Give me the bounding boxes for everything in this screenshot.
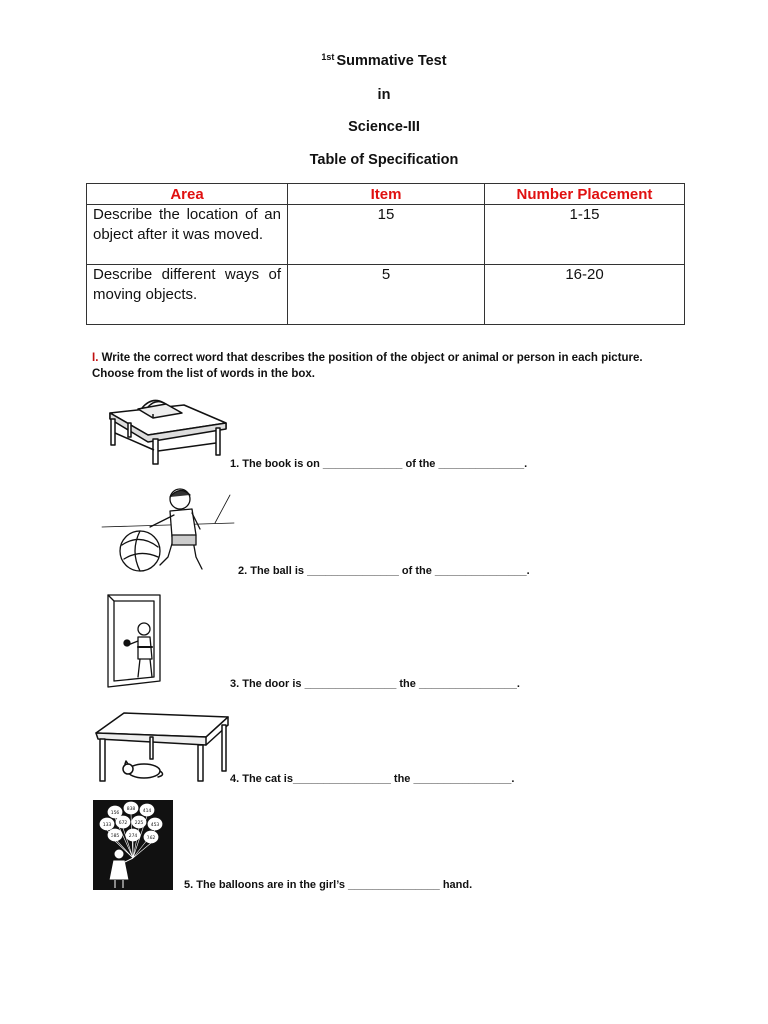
balloon-label: 156 [110, 811, 120, 816]
question-4: 4. The cat is________________ the ________________. [230, 773, 515, 785]
question-1: 1. The book is on _____________ of the ______________. [230, 458, 528, 470]
header-area: Area [87, 184, 288, 205]
balloon-label: 453 [150, 823, 160, 828]
balloon-label: 672 [118, 821, 128, 826]
header-item: Item [288, 184, 485, 205]
balloon-label: 585 [110, 834, 120, 839]
balloon-label: 225 [134, 821, 144, 826]
ordinal-superscript: 1st [321, 52, 335, 62]
question-3: 3. The door is _______________ the ________________. [230, 678, 520, 690]
row-area: Describe different ways of moving objects. [87, 265, 288, 325]
row-area: Describe the location of an object after it was moved. [87, 205, 288, 265]
test-title-text: Summative Test [336, 53, 447, 69]
table-header-row [87, 184, 685, 205]
cat-under-table-image [94, 707, 232, 785]
table-with-book-image [98, 393, 228, 468]
question-2: 2. The ball is _______________ of the _______________. [238, 565, 530, 577]
title-connector: in [377, 87, 391, 103]
test-title [0, 52, 768, 69]
boy-with-ball-image [100, 485, 236, 575]
balloon-label: 274 [128, 834, 138, 839]
question-5: 5. The balloons are in the girl’s _______________ hand. [184, 879, 473, 891]
balloon-label: 414 [142, 809, 152, 814]
table-row [87, 265, 685, 325]
table-row [87, 205, 685, 265]
balloon-label: 838 [126, 807, 136, 812]
instructions-text: Write the correct word that describes the position of the object or animal or person in each picture. Choose from the list of words in the box. [92, 352, 643, 380]
instructions-number: I. [92, 352, 99, 364]
row-item: 15 [288, 205, 485, 265]
balloon-label: 133 [102, 823, 112, 828]
row-placement: 16-20 [485, 265, 685, 325]
row-item: 5 [288, 265, 485, 325]
row-placement: 1-15 [485, 205, 685, 265]
instructions [92, 350, 680, 382]
girl-with-balloons-image [93, 800, 173, 890]
boy-by-door-image [98, 593, 168, 689]
table-title: Table of Specification [309, 152, 459, 168]
specification-table [86, 183, 685, 325]
balloon-label: 162 [146, 836, 156, 841]
subject-title: Science-III [348, 119, 420, 135]
header-number-placement: Number Placement [485, 184, 685, 205]
